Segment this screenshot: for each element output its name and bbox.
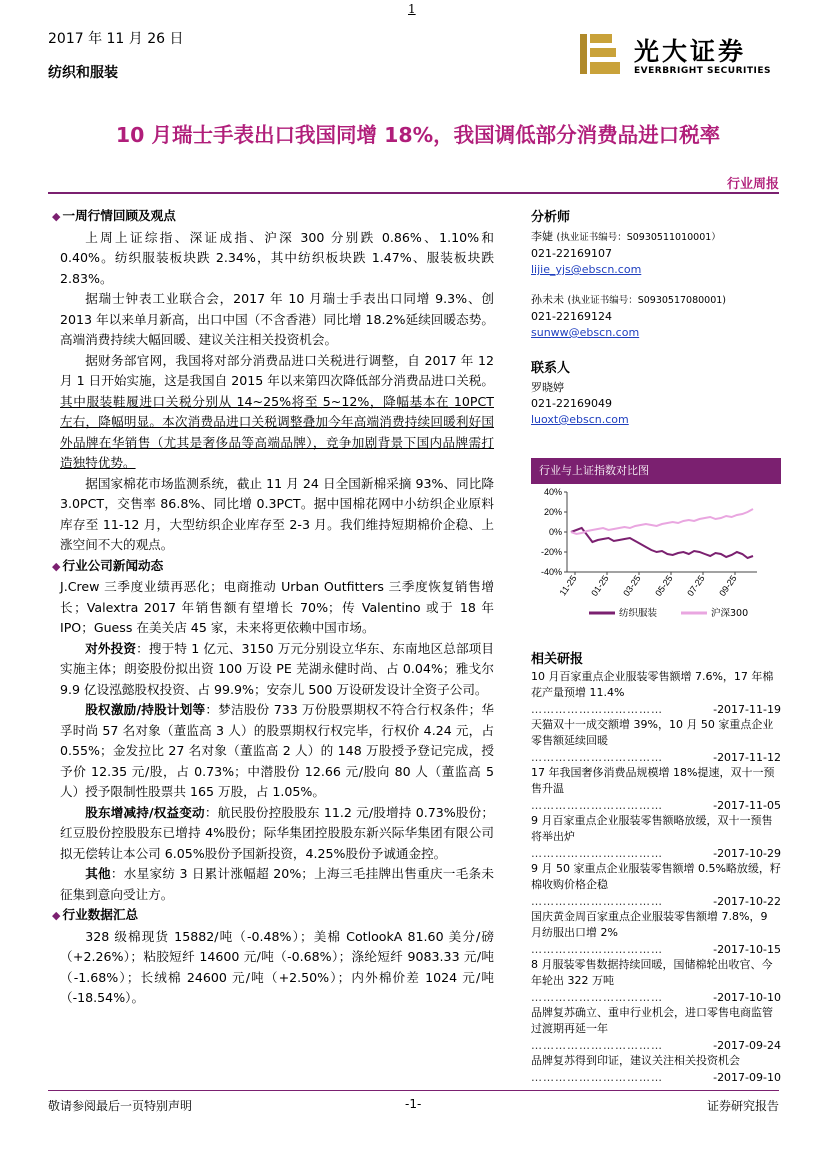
x-tick-label: 09-25: [717, 573, 739, 599]
logo-chinese: 光大证券: [634, 37, 747, 66]
x-tick-label: 11-25: [557, 573, 579, 598]
analyst-1-email-link[interactable]: lijie_yjs@ebscn.com: [531, 263, 642, 276]
research-item-title[interactable]: 国庆黄金周百家重点企业服装零售额增 7.8%，9 月纺服出口增 2%: [531, 910, 768, 939]
contact-heading: 联系人: [531, 361, 571, 376]
everbright-logo: [578, 28, 778, 80]
y-tick-label: 20%: [543, 507, 562, 517]
research-item-date: …………………………… -2017-10-29: [531, 847, 781, 860]
research-item-title[interactable]: 17 年我国奢侈消费品规模增 18%提速，双十一预售升温: [531, 766, 775, 795]
research-item-date: …………………………… -2017-11-12: [531, 751, 781, 764]
leader-dots: ……………………………: [531, 895, 663, 908]
footer-disclaimer: 敬请参阅最后一页特别声明: [48, 1099, 193, 1113]
sector-label: 纺织和服装: [48, 65, 118, 81]
main-content: [52, 206, 495, 1009]
series-line-0: [571, 528, 753, 558]
analyst-panel: [531, 206, 781, 428]
diamond-icon: ◆: [52, 559, 61, 573]
section-heading-news: ◆ 行业公司新闻动态: [52, 557, 164, 573]
x-tick-label: 01-25: [589, 573, 611, 599]
leader-dots: ……………………………: [531, 751, 663, 764]
research-item-date: …………………………… -2017-11-05: [531, 799, 781, 812]
research-item-title[interactable]: 8 月服装零售数据持续回暖，国储棉轮出收官、今年轮出 322 万吨: [531, 958, 773, 987]
logo-english: EVERBRIGHT SECURITIES: [634, 66, 771, 76]
related-research: [531, 648, 781, 1085]
research-heading: 相关研报: [531, 652, 584, 667]
research-item-title[interactable]: 品牌复苏确立、重申行业机会，进口零售电商监管过渡期再延一年: [531, 1006, 773, 1035]
y-tick-label: 40%: [543, 487, 562, 497]
paragraph-incentive: 股权激励/持股计划等：梦洁股份 733 万份股票期权不符合行权条件；华孚时尚 57 名对象（董监高 3 人）的股票期权行权完毕，行权价 4.24 元，占 0.55%；金发拉比 27 名对象（董监高 2 人）的 148 万股授予登记完成，授予价 12.35 元/股，占 0.73%；中潜股份 12.66 元/股向 80 人（董监高 5 人）授予限制性股票共 165 万股，占 1.05%。: [60, 702, 494, 799]
leader-dots: ……………………………: [531, 1071, 663, 1084]
chart-title: 行业与上证指数对比图: [531, 458, 781, 484]
research-item-date: …………………………… -2017-09-10: [531, 1071, 781, 1084]
paragraph-company-news: J.Crew 三季度业绩再恶化；电商推动 Urban Outfitters 三季度恢复销售增长；Valextra 2017 年销售额有望增长 70%；传 Valentino 或于 18 年 IPO；Guess 在美关店 45 家，未来将更依赖中国市场。: [60, 579, 494, 635]
research-item-title[interactable]: 品牌复苏得到印证，建议关注相关投资机会: [531, 1054, 740, 1067]
series-line-1: [571, 509, 753, 534]
analyst-2: 孙未未 (执业证书编号：S0930517080001): [531, 293, 727, 306]
analyst-1-phone: 021-22169107: [531, 247, 612, 260]
leader-dots: ……………………………: [531, 991, 663, 1004]
footer-page-number: -1-: [405, 1097, 422, 1111]
report-date: 2017 年 11 月 26 日: [48, 31, 184, 47]
paragraph-investment: 对外投资：搜于特 1 亿元、3150 万元分别设立华东、东南地区总部项目实施主体；朗姿股份拟出资 100 万设 PE 芜湖永健时尚、占 0.04%；雅戈尔 9.9 亿设泓懿股权投资、占 99.9%；安奈儿 500 万设研发设计全资子公司。: [60, 640, 495, 697]
analyst-2-phone: 021-22169124: [531, 310, 612, 323]
chart-plot: [531, 484, 781, 630]
research-item-date: …………………………… -2017-10-22: [531, 895, 781, 908]
x-tick-label: 05-25: [653, 573, 675, 599]
logo-mark-icon: [578, 28, 628, 80]
research-item-date: …………………………… -2017-09-24: [531, 1039, 781, 1052]
y-tick-label: 0%: [548, 527, 562, 537]
leader-dots: ……………………………: [531, 1039, 663, 1052]
research-item-title[interactable]: 9 月百家重点企业服装零售额略放缓，双十一预售将举出炉: [531, 814, 773, 843]
analyst-2-email-link[interactable]: sunww@ebscn.com: [531, 326, 640, 339]
paragraph-tariff: 据财务部官网，我国将对部分消费品进口关税进行调整，自 2017 年 12 月 1 日开始实施，这是我国自 2015 年以来第四次降低部分消费品进口关税。其中服装鞋履进口关税分别从 14~25%将至 5~12%，降幅基本在 10PCT 左右，降幅明显。本次消费品进口关税调整叠加今年高端消费持续回暖利好国外品牌在华销售（尤其是奢侈品等高端品牌），竞争加剧背景下国内品牌需打造独特优势。: [60, 352, 494, 470]
research-item-title[interactable]: 天猫双十一成交额增 39%，10 月 50 家重点企业零售额延续回暖: [531, 718, 774, 747]
legend-label: 纺织服装: [619, 608, 658, 619]
report-type: 行业周报: [726, 177, 779, 192]
paragraph-market-review: 上周上证综指、深证成指、沪深 300 分别跌 0.86%、1.10%和 0.40%。纺织服装板块跌 2.34%，其中纺织板块跌 1.47%、服装板块跌 2.83%。: [60, 229, 494, 286]
x-tick-label: 07-25: [685, 573, 707, 599]
research-item-date: …………………………… -2017-11-19: [531, 703, 781, 716]
diamond-icon: ◆: [52, 909, 61, 922]
y-tick-label: -40%: [540, 567, 562, 577]
paragraph-cotton: 据国家棉花市场监测系统，截止 11 月 24 日全国新棉采摘 93%、同比降 3.0PCT，交售率 86.8%、同比增 0.3PCT。据中国棉花网中小纺织企业原料库存至 11-12 月，大型纺织企业库存至 2-3 月。我们维持短期棉价企稳、上涨空间不大的观点。: [60, 475, 494, 552]
leader-dots: ……………………………: [531, 799, 663, 812]
paragraph-data-summary: 328 级棉现货 15882/吨（-0.48%）；美棉 CotlookA 81.60 美分/磅（+2.26%）；粘胶短纤 14600 元/吨（-0.68%）；涤纶短纤 9083.33 元/吨（-1.68%）；长绒棉 24600 元/吨（+2.50%）；内外棉价差 1024 元/吨（-18.54%）。: [60, 928, 494, 1005]
paragraph-shareholding: 股东增减持/权益变动：航民股份控股股东 11.2 元/股增持 0.73%股份；红豆股份控股股东已增持 4%股份；际华集团控股股东新兴际华集团有限公司拟无偿转让本公司 6.05%股份予国新投资，4.25%股份予诚通金控。: [60, 804, 494, 861]
section-heading-market: ◆ 一周行情回顾及观点: [52, 208, 176, 223]
leader-dots: ……………………………: [531, 703, 663, 716]
paragraph-other: 其他：水星家纺 3 日累计涨幅超 20%；上海三毛挂牌出售重庆一毛条未征集到意向受让方。: [60, 866, 495, 902]
research-item-date: …………………………… -2017-10-15: [531, 943, 781, 956]
y-tick-label: -20%: [540, 547, 562, 557]
research-item-title[interactable]: 9 月 50 家重点企业服装零售额增 0.5%略放缓，籽棉收购价格企稳: [531, 862, 781, 891]
top-page-number: 1: [408, 2, 416, 16]
leader-dots: ……………………………: [531, 943, 663, 956]
contact-phone: 021-22169049: [531, 397, 612, 410]
diamond-icon: ◆: [52, 210, 61, 223]
section-heading-data: ◆ 行业数据汇总: [52, 907, 139, 922]
paragraph-swiss-watch: 据瑞士钟表工业联合会，2017 年 10 月瑞士手表出口同增 9.3%、创 2013 年以来单月新高，出口中国（不含香港）同比增 18.2%延续回暖态势。高端消费持续大幅回暖、建议关注相关投资机会。: [60, 291, 494, 347]
contact-name: 罗晓婷: [531, 381, 564, 394]
footer-report-label: 证券研究报告: [706, 1099, 779, 1113]
legend-label: 沪深300: [711, 608, 749, 619]
research-item-title[interactable]: 10 月百家重点企业服装零售额增 7.6%，17 年棉花产量预增 11.4%: [531, 670, 774, 699]
report-title: 10 月瑞士手表出口我国同增 18%，我国调低部分消费品进口税率: [115, 123, 721, 147]
contact-email-link[interactable]: luoxt@ebscn.com: [531, 413, 629, 426]
analyst-1: 李婕 (执业证书编号：S0930511010001）: [531, 230, 721, 243]
analyst-heading: 分析师: [531, 210, 571, 225]
index-comparison-chart: [531, 458, 781, 630]
footer-rule: [48, 1090, 779, 1091]
header-rule: [48, 192, 779, 194]
research-item-date: …………………………… -2017-10-10: [531, 991, 781, 1004]
x-tick-label: 03-25: [621, 573, 643, 599]
leader-dots: ……………………………: [531, 847, 663, 860]
